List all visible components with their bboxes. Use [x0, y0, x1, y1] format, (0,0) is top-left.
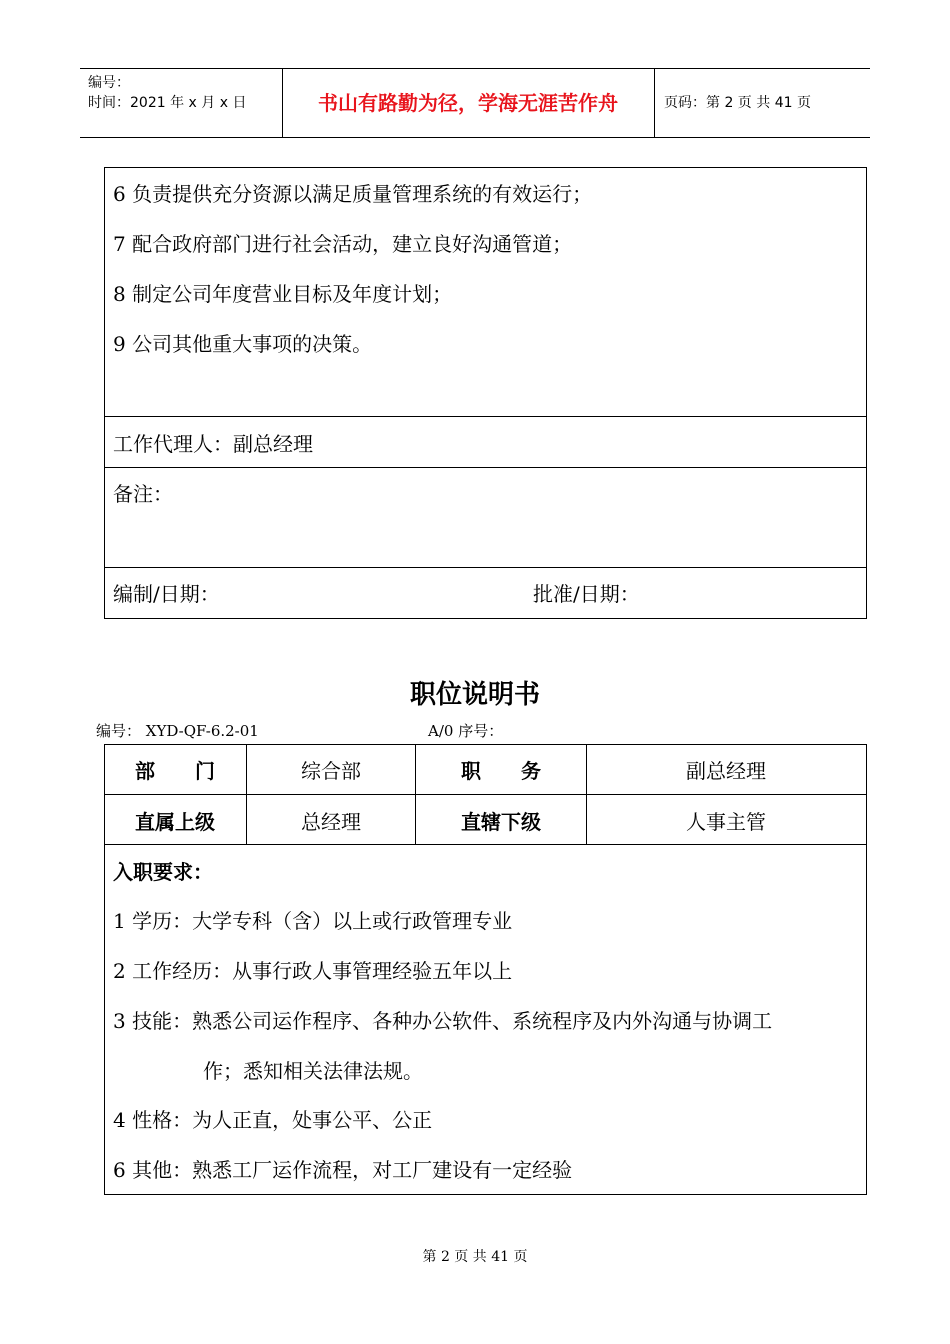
superior-label: 直属上级: [135, 809, 215, 834]
requirement-item: 2 工作经历：从事行政人事管理经验五年以上: [113, 959, 513, 983]
requirements-heading: 入职要求：: [113, 860, 213, 884]
superior-value: 总经理: [301, 809, 361, 834]
document-number: 编号： XYD-QF-6.2-01: [96, 722, 259, 740]
prepared-by-field: 编制/日期：: [113, 582, 220, 606]
header-motto: 书山有路勤为径，学海无涯苦作舟: [318, 91, 618, 115]
requirement-item: 6 其他：熟悉工厂运作流程，对工厂建设有一定经验: [113, 1158, 573, 1182]
subordinate-value: 人事主管: [686, 809, 766, 834]
position-label: 职 务: [461, 758, 541, 783]
page-header: [80, 68, 870, 138]
duty-item: 6 负责提供充分资源以满足质量管理系统的有效运行；: [113, 182, 593, 206]
duty-item: 8 制定公司年度营业目标及年度计划；: [113, 282, 453, 306]
header-number-label: 编号：: [88, 75, 130, 91]
agent-field: 工作代理人：副总经理: [113, 432, 313, 456]
table-divider: [104, 567, 866, 568]
approved-by-field: 批准/日期：: [533, 582, 640, 606]
position-value: 副总经理: [686, 758, 766, 783]
subordinate-label: 直辖下级: [461, 809, 541, 834]
page-footer: 第 2 页 共 41 页: [422, 1249, 528, 1265]
header-page-info: 页码：第 2 页 共 41 页: [664, 95, 811, 111]
requirement-item: 1 学历：大学专科（含）以上或行政管理专业: [113, 909, 513, 933]
document-version: A/0 序号：: [428, 722, 504, 740]
header-divider: [654, 69, 655, 137]
header-time: 时间：2021 年 x 月 x 日: [88, 95, 247, 111]
requirement-item: 3 技能：熟悉公司运作程序、各种办公软件、系统程序及内外沟通与协调工: [113, 1009, 773, 1033]
table-divider: [104, 416, 866, 417]
dept-value: 综合部: [301, 758, 361, 783]
header-meta: [88, 73, 246, 113]
document-title: 职位说明书: [409, 680, 540, 710]
remarks-field: 备注：: [113, 482, 173, 506]
duty-item: 7 配合政府部门进行社会活动，建立良好沟通管道；: [113, 232, 573, 256]
duty-item: 9 公司其他重大事项的决策。: [113, 332, 373, 356]
table-divider: [104, 467, 866, 468]
dept-label: 部 门: [135, 758, 215, 783]
requirement-item-continued: 作；悉知相关法律法规。: [203, 1059, 423, 1083]
requirement-item: 4 性格：为人正直，处事公平、公正: [113, 1108, 433, 1132]
